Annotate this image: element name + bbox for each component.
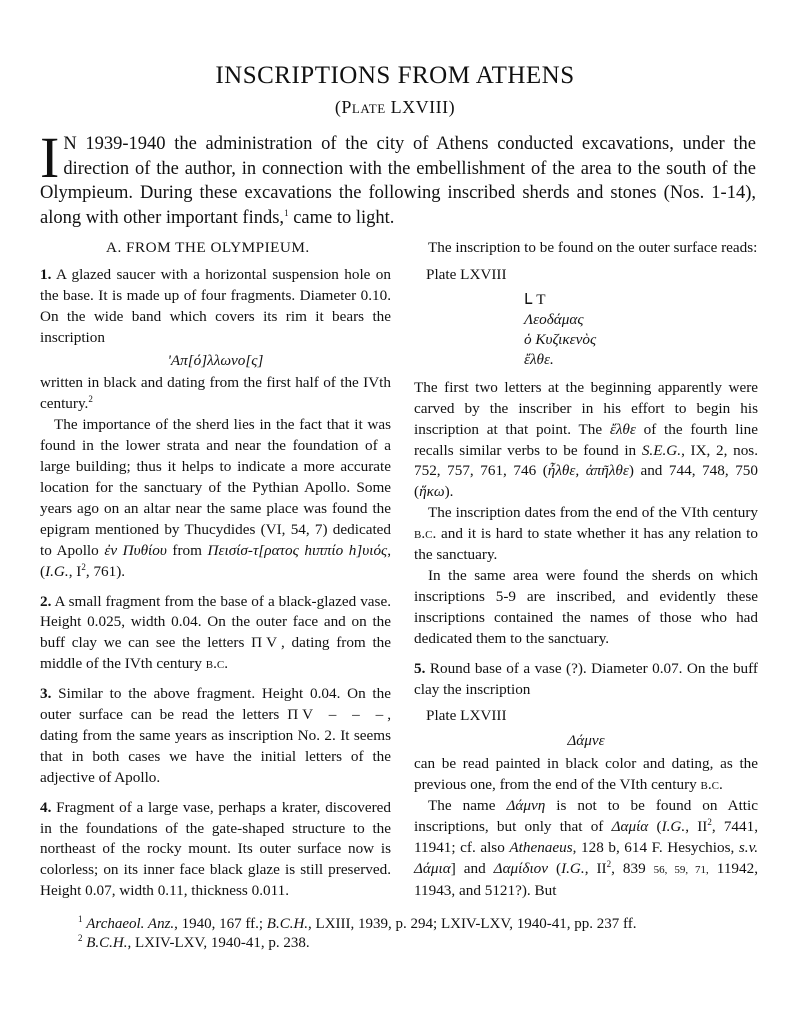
item-5-after: can be read painted in black color and dating, as the previous one, from the end of the VIth century b.c. <box>414 755 758 794</box>
item-1 <box>40 265 391 349</box>
item-1-after: written in black and dating from the first half of the IVth century.$^2$ <box>40 374 391 413</box>
paragraph-same-area: In the same area were found the sherds on which inscriptions 5-9 are inscribed, and evidently these inscriptions contained the names of those who had dedicated them to the sanctuary. <box>414 566 758 647</box>
plate-label: Plate LXVIII <box>426 265 507 283</box>
inscription-line: Λεοδάμας <box>524 310 584 328</box>
inscription-line: ᒪ T <box>524 290 546 308</box>
item-number: 1. <box>40 265 52 283</box>
section-heading: A. FROM THE OLYMPIEUM. <box>106 239 310 256</box>
footnotes <box>78 915 768 953</box>
inscription-text: 'Απ[ό]λλωνο[ς] <box>167 351 264 369</box>
inscription-line: ἔλθε. <box>524 350 554 368</box>
intro-paragraph <box>40 125 756 230</box>
outer-surface-paragraph: The inscription to be found on the outer surface reads: <box>428 239 758 256</box>
item-5: 5. Round base of a vase (?). Diameter 0.07. On the buff clay the inscription <box>414 659 758 698</box>
intro-text-b: came to light. <box>288 207 395 228</box>
paragraph-importance: The importance of the sherd lies in the fact that it was found in the lower strata and near the foundation of a large building; thus it helps to indicate a more accurate location for the sanctuary of the Pythian Apollo. Some years ago on an altar near the same place was found the epigram mentioned by Thucydides (VI, 54, 7) dedicated to Apollo ἐν Πυθίου from Πεισίσ-τ[ρατος hιππίο h]υιός, (I.G., $I^2$, 761). <box>40 416 391 580</box>
footnote-1: $^1$ Archaeol. Anz., 1940, 167 ff.; B.C.H., LXIII, 1939, p. 294; LXIV-LXV, 1940-41, pp. 237 ff. <box>78 914 637 932</box>
footnote-ref-2: 2 <box>88 394 93 405</box>
footnote-ref-1: 1 <box>284 207 289 218</box>
item-3: 3. Similar to the above fragment. Height 0.04. On the outer surface can be read the letters ΠV – – –, dating from the same years as inscription No. 2. It seems that in both cases we have the initial letters of the adjective of Apollo. <box>40 685 391 786</box>
item-4: 4. Fragment of a large vase, perhaps a krater, discovered in the foundations of the gate-shaped structure to the northeast of the rocky mount. Its outer surface now is colorless; on its inner face black glaze is still preserved. Height 0.07, width 0.11, thickness 0.011. <box>40 798 391 900</box>
inscription-text: Δάμνε <box>567 732 605 750</box>
intro-text-a: N 1939-1940 the administration of the city of Athens conducted excavations, under the direction of the author, in connection with the embellishment of the area to the south of the Olympieum. During these excavations the following inscribed sherds and stones (Nos. 1-14), along with other important finds, <box>40 134 756 228</box>
right-column <box>414 238 758 902</box>
item-text: A glazed saucer with a horizontal suspension hole on the base. It is made up of four fragments. Diameter 0.10. On the wide band which covers its rim it bears the inscription <box>40 265 391 346</box>
inscription-letters: ΠV <box>251 634 282 652</box>
paragraph-first-two: The first two letters at the beginning apparently were carved by the inscriber in his effort to begin his inscription at that point. The ἔλθε of the fourth line recalls similar verbs to be found in S.E.G., IX, 2, nos. 752, 757, 761, 746 (ἦλθε, ἀπῆλθε) and 744, 748, 750 (ἥκω). <box>414 378 758 501</box>
plate-label: Plate LXVIII <box>426 707 507 725</box>
drop-cap: I <box>40 125 60 190</box>
footnote-2: $^2$ B.C.H., LXIV-LXV, 1940-41, p. 238. <box>78 933 310 951</box>
item-2: 2. A small fragment from the base of a black-glazed vase. Height 0.025, width 0.04. On the outer face and on the buff clay we can see the letters ΠV, dating from the middle of the IVth century b.c. <box>40 592 391 673</box>
inscription-letters: ΠV – – – <box>287 706 388 724</box>
paragraph-dates: The inscription dates from the end of the VIth century b.c. and it is hard to state whether it has any relation to the sanctuary. <box>414 504 758 564</box>
inscription-block <box>524 290 758 370</box>
page-subtitle: (Plate LXVIII) <box>334 97 456 117</box>
paragraph-name: The name Δάμνη is not to be found on Attic inscriptions, but only that of Δαμία (I.G., $II^2$, 7441, 11941; cf. also Athenaeus, 128 b, 614 F. Hesychios, s.v. Δάμια] and Δαμίδιον (I.G., $II^2$, 839 56, 59, 71, 11942, 11943, and 5121?). But <box>414 797 759 899</box>
page-title: INSCRIPTIONS FROM ATHENS <box>215 62 575 89</box>
inscription-line: ὁ Κυζικενὸς <box>524 330 597 348</box>
left-column <box>40 238 391 902</box>
